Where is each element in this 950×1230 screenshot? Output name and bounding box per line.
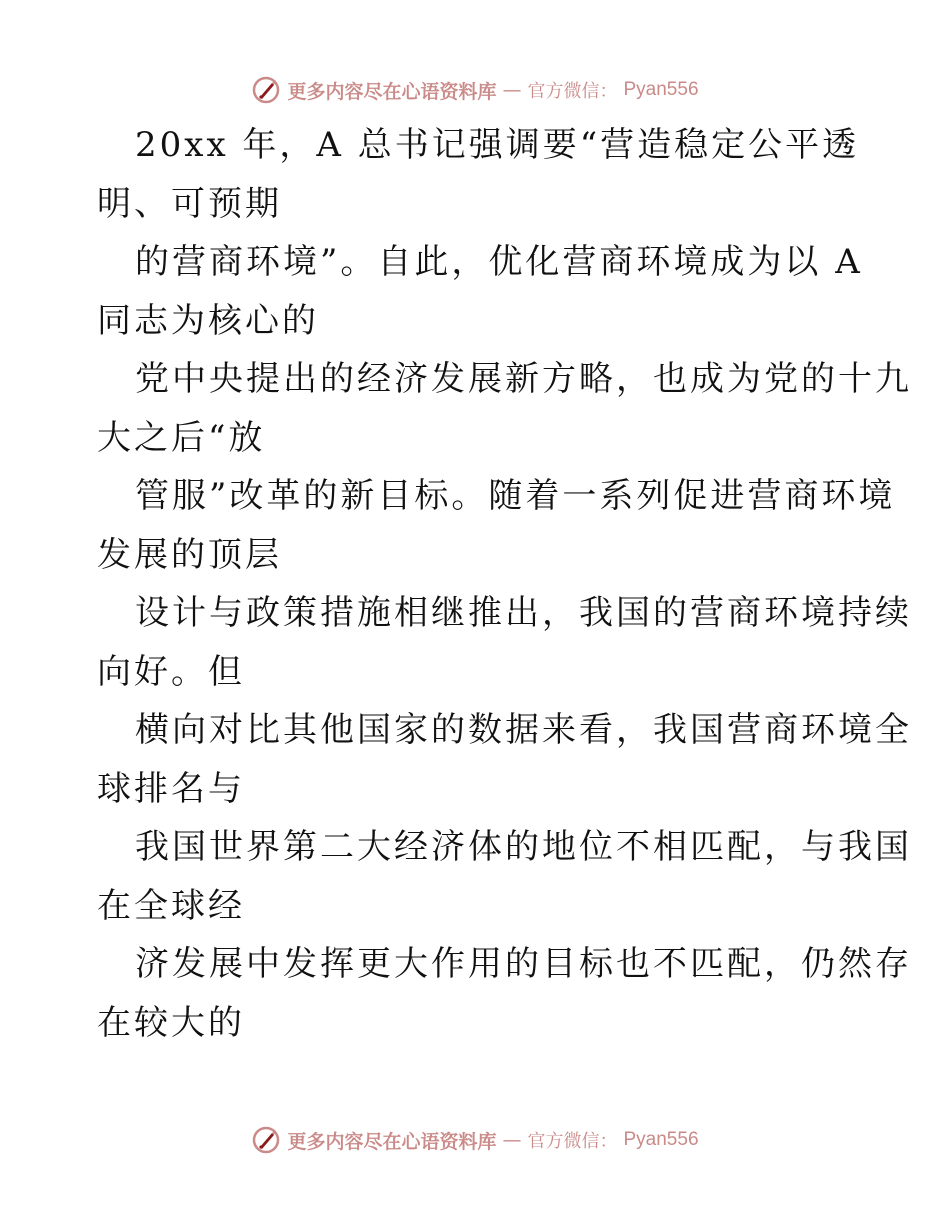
watermark-wechat-label: 官方微信： [527, 81, 618, 102]
paragraph-line: 的营商环境”。自此，优化营商环境成为以 A [135, 242, 863, 282]
document-body [97, 116, 912, 1052]
watermark-brand-text: 更多内容尽在心语资料库 [287, 1130, 497, 1153]
watermark-wechat-id: Pyan556 [623, 79, 699, 100]
paragraph-line: 球排名与 [97, 768, 245, 809]
paragraph-line: 同志为核心的 [97, 300, 319, 341]
paragraph-line: 在全球经 [97, 885, 245, 926]
paragraph-line: 在较大的 [97, 1002, 245, 1043]
watermark-brand-text: 更多内容尽在心语资料库 [287, 80, 497, 103]
paragraph-line: 20xx 年，A 总书记强调要“营造稳定公平透 [135, 125, 860, 165]
paragraph-line: 横向对比其他国家的数据来看，我国营商环境全 [135, 710, 912, 750]
header-watermark [0, 70, 950, 110]
paragraph-line: 明、可预期 [97, 183, 282, 224]
footer-watermark [0, 1120, 950, 1160]
paragraph-line: 大之后“放 [97, 417, 266, 458]
paragraph-line: 设计与政策措施相继推出，我国的营商环境持续 [135, 593, 912, 633]
quill-pen-logo-icon [251, 1125, 281, 1155]
watermark-dash: — [502, 79, 522, 101]
watermark-wechat-id: Pyan556 [623, 1129, 699, 1150]
paragraph-line: 济发展中发挥更大作用的目标也不匹配，仍然存 [135, 944, 912, 984]
watermark-wechat-label: 官方微信： [527, 1131, 618, 1152]
watermark-dash: — [502, 1129, 522, 1151]
paragraph-line: 管服”改革的新目标。随着一系列促进营商环境 [135, 476, 896, 516]
quill-pen-logo-icon [251, 75, 281, 105]
paragraph-line: 我国世界第二大经济体的地位不相匹配，与我国 [135, 827, 912, 867]
paragraph-line: 发展的顶层 [97, 534, 282, 575]
paragraph-line: 向好。但 [97, 651, 245, 692]
paragraph-line: 党中央提出的经济发展新方略，也成为党的十九 [135, 359, 912, 399]
